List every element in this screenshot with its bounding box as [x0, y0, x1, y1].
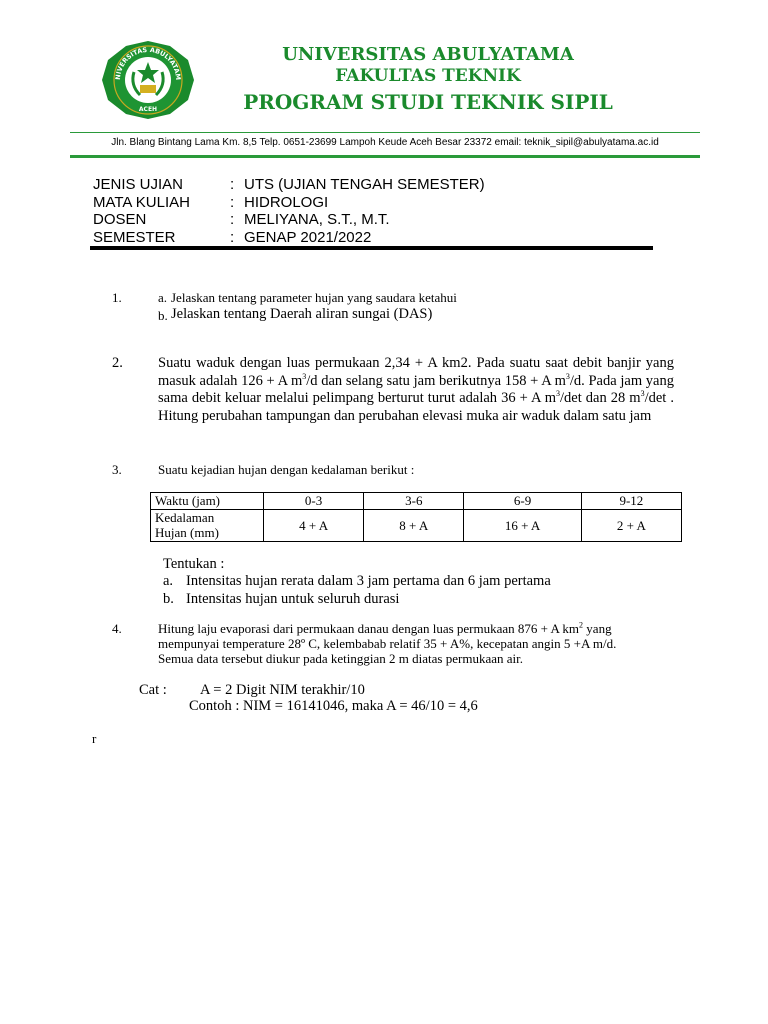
table-row — [151, 510, 682, 542]
table-row — [151, 493, 682, 510]
university-logo — [100, 40, 196, 120]
rainfall-table — [150, 492, 682, 542]
question-3-prompt: Tentukan : — [163, 556, 225, 572]
question-1b-text: Jelaskan tentang Daerah aliran sungai (DAS) — [171, 306, 433, 322]
note-label: Cat : — [139, 682, 167, 698]
question-3b-letter: b. — [163, 591, 174, 607]
question-1b-letter: b. — [158, 308, 168, 323]
exam-info-separator: : — [230, 228, 235, 246]
question-3b-text: Intensitas hujan untuk seluruh durasi — [186, 591, 400, 607]
exam-info-separator: : — [230, 176, 235, 193]
question-3-text: Suatu kejadian hujan dengan kedalaman berikut : — [158, 462, 415, 477]
exam-info-separator: : — [230, 211, 235, 228]
exam-info-separator: : — [230, 193, 235, 211]
exam-info-label: SEMESTER — [93, 228, 176, 246]
question-2-number: 2. — [112, 355, 123, 371]
exam-info-label: DOSEN — [93, 211, 147, 228]
stray-character: r — [92, 731, 97, 746]
table-header-cell: 9-12 — [581, 493, 681, 510]
question-4-text: Hitung laju evaporasi dari permukaan danau dengan luas permukaan 876 + A $km^2$ yang mempunyai temperature 28º C, kelembabab relatif 35 + A%, kecepatan angin 5 +A m/d. Semua data tersebut diukur pada ketinggian 2 m diatas permukaan air. — [158, 620, 617, 666]
exam-info-label: JENIS UJIAN — [93, 176, 184, 193]
table-header-cell: Waktu (jam) — [151, 493, 264, 510]
question-1a-text: Jelaskan tentang parameter hujan yang saudara ketahui — [171, 290, 457, 305]
table-cell: 8 + A — [364, 510, 464, 542]
table-header-cell: 3-6 — [364, 493, 464, 510]
table-cell: 2 + A — [581, 510, 681, 542]
exam-info-value: UTS (UJIAN TENGAH SEMESTER) — [244, 176, 485, 193]
logo-city-text: ACEH — [138, 106, 158, 113]
note-line-1: A = 2 Digit NIM terakhir/10 — [200, 682, 365, 698]
program-name: PROGRAM STUDI TEKNIK SIPIL — [243, 90, 613, 114]
table-header-cell: 6-9 — [464, 493, 581, 510]
exam-info-label: MATA KULIAH — [93, 193, 190, 211]
header-address: Jln. Blang Bintang Lama Km. 8,5 Telp. 0651-23699 Lampoh Keude Aceh Besar 23372 email: teknik_sipil@abulyatama.ac.id — [111, 137, 659, 148]
exam-info-value: HIDROLOGI — [244, 193, 329, 211]
header-rule-thick — [70, 155, 700, 158]
header-rule-thin — [70, 132, 700, 133]
question-1a-letter: a. — [158, 290, 168, 305]
table-row-label: Kedalaman Hujan (mm) — [151, 510, 264, 542]
university-name: UNIVERSITAS ABULYATAMA — [282, 44, 574, 65]
question-1-number: 1. — [112, 290, 122, 305]
note-line-2: Contoh : NIM = 16141046, maka A = 46/10 = 4,6 — [189, 698, 478, 714]
table-cell: 16 + A — [464, 510, 581, 542]
faculty-name: FAKULTAS TEKNIK — [335, 66, 521, 86]
question-4-number: 4. — [112, 621, 122, 636]
exam-info-value: GENAP 2021/2022 — [244, 228, 372, 246]
question-3-number: 3. — [112, 462, 122, 477]
exam-info-rule — [90, 246, 653, 250]
logo-ring-text: NIVERSITAS ABULYATAM — [113, 45, 183, 81]
question-3a-text: Intensitas hujan rerata dalam 3 jam pertama dan 6 jam pertama — [186, 573, 551, 589]
table-header-cell: 0-3 — [264, 493, 364, 510]
question-3a-letter: a. — [163, 573, 174, 589]
question-2-text: Suatu waduk dengan luas permukaan 2,34 + A km2. Pada suatu saat debit banjir yang masuk adalah 126 + A $m^3/d$ dan selang satu jam berikutnya 158 + A $m^3/d$. Pada jam yang sama debit keluar melalui pelimpang berturut turut adalah 36 + A $m^3/\det$ dan 28 $m^3/\det$ . Hitung perubahan tampungan dan perubahan elevasi muka air waduk dalam satu jam — [158, 355, 674, 424]
exam-info-value: MELIYANA, S.T., M.T. — [244, 211, 390, 228]
table-cell: 4 + A — [264, 510, 364, 542]
